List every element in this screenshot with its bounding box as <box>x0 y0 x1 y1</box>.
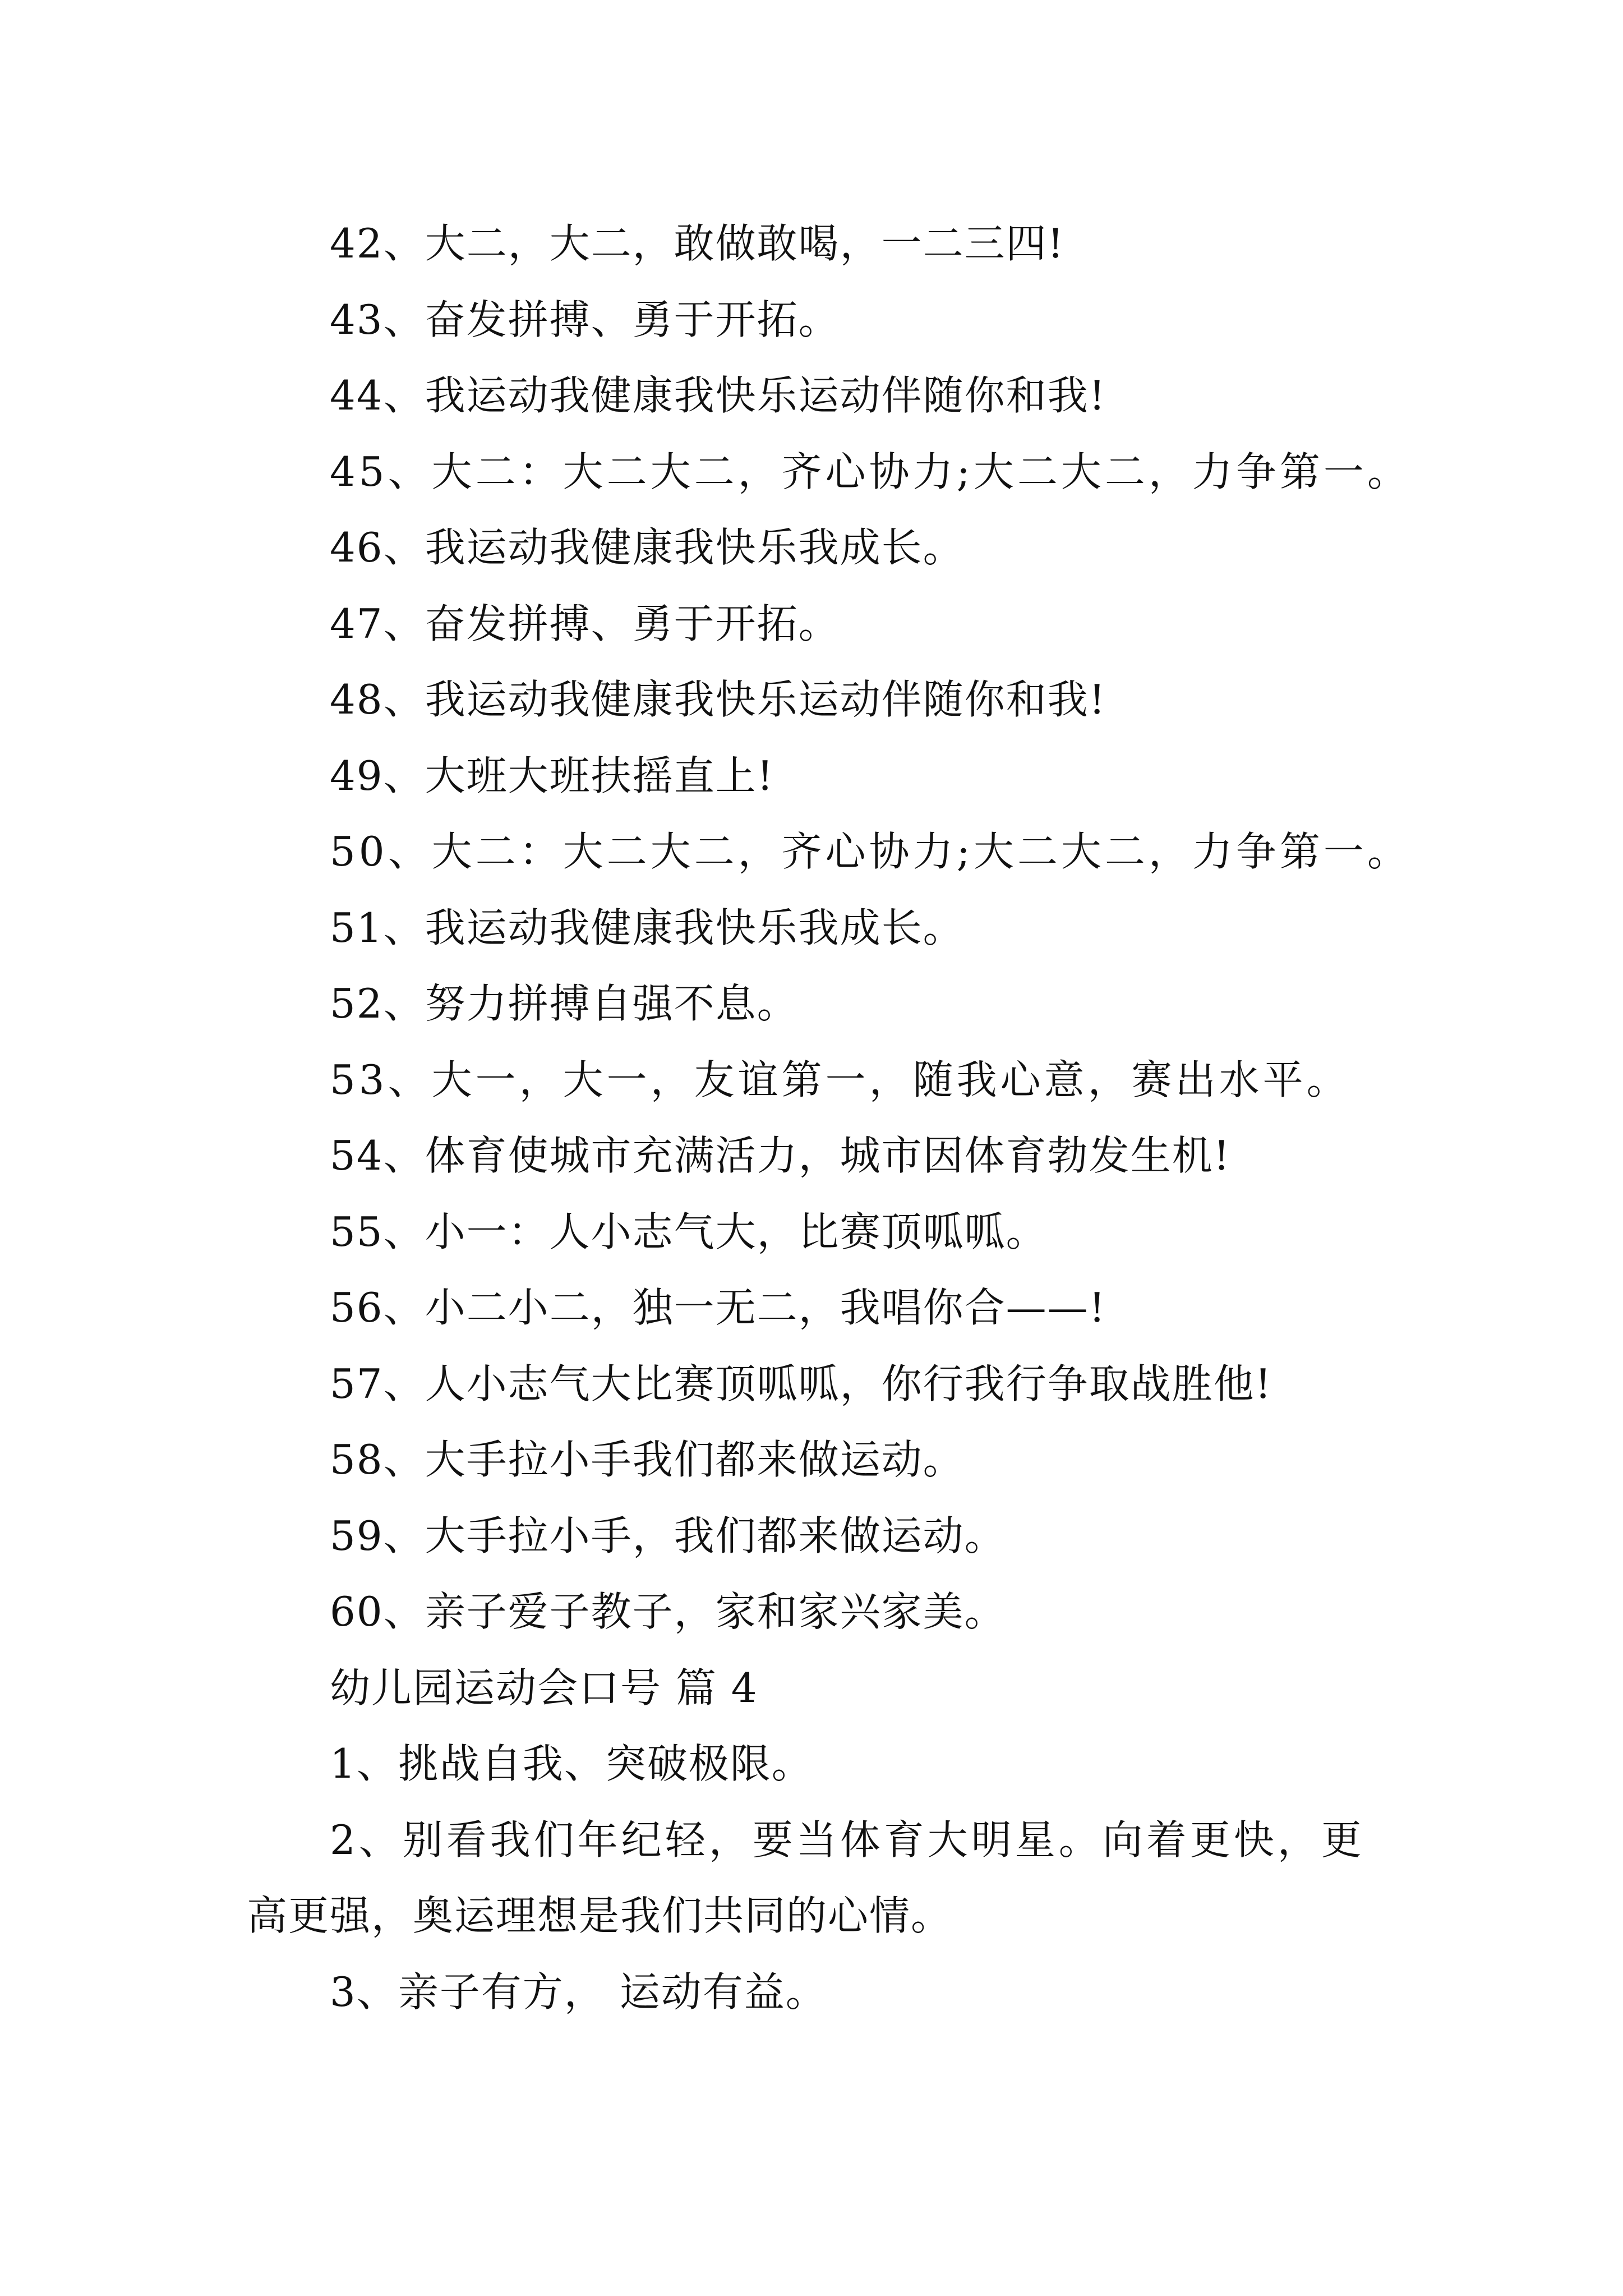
list-item: 56、小二小二，独一无二，我唱你合——! <box>330 1284 1106 1331</box>
list-item: 55、小一：人小志气大，比赛顶呱呱。 <box>330 1208 1048 1255</box>
list-item: 58、大手拉小手我们都来做运动。 <box>330 1436 965 1483</box>
list-item: 47、奋发拼搏、勇于开拓。 <box>330 600 840 647</box>
list-item: 50、大二：大二大二，齐心协力;大二大二，力争第一。 <box>330 828 1411 875</box>
list-item: 48、我运动我健康我快乐运动伴随你和我! <box>330 676 1106 723</box>
list-item: 54、体育使城市充满活力，城市因体育勃发生机! <box>330 1132 1231 1179</box>
list-item: 51、我运动我健康我快乐我成长。 <box>330 904 965 951</box>
list-item: 3、亲子有方， 运动有益。 <box>330 1968 827 2016</box>
list-item: 53、大一，大一，友谊第一，随我心意，赛出水平。 <box>330 1056 1350 1103</box>
list-item: 49、大班大班扶摇直上! <box>330 752 774 799</box>
list-item: 43、奋发拼搏、勇于开拓。 <box>330 296 840 343</box>
list-item: 46、我运动我健康我快乐我成长。 <box>330 524 965 571</box>
list-item: 52、努力拼搏自强不息。 <box>330 980 799 1027</box>
list-item-continuation: 高更强，奥运理想是我们共同的心情。 <box>247 1892 953 1939</box>
list-item: 45、大二：大二大二，齐心协力;大二大二，力争第一。 <box>330 448 1411 495</box>
list-item: 2、别看我们年纪轻，要当体育大明星。向着更快，更 <box>330 1816 1365 1864</box>
list-item: 44、我运动我健康我快乐运动伴随你和我! <box>330 372 1106 419</box>
section-heading: 幼儿园运动会口号 篇 4 <box>330 1664 758 1711</box>
list-item: 42、大二，大二，敢做敢喝，一二三四! <box>330 220 1065 267</box>
list-item: 59、大手拉小手，我们都来做运动。 <box>330 1512 1006 1559</box>
list-item: 60、亲子爱子教子，家和家兴家美。 <box>330 1588 1006 1635</box>
list-item: 1、挑战自我、突破极限。 <box>330 1740 813 1787</box>
list-item: 57、人小志气大比赛顶呱呱，你行我行争取战胜他! <box>330 1360 1272 1407</box>
